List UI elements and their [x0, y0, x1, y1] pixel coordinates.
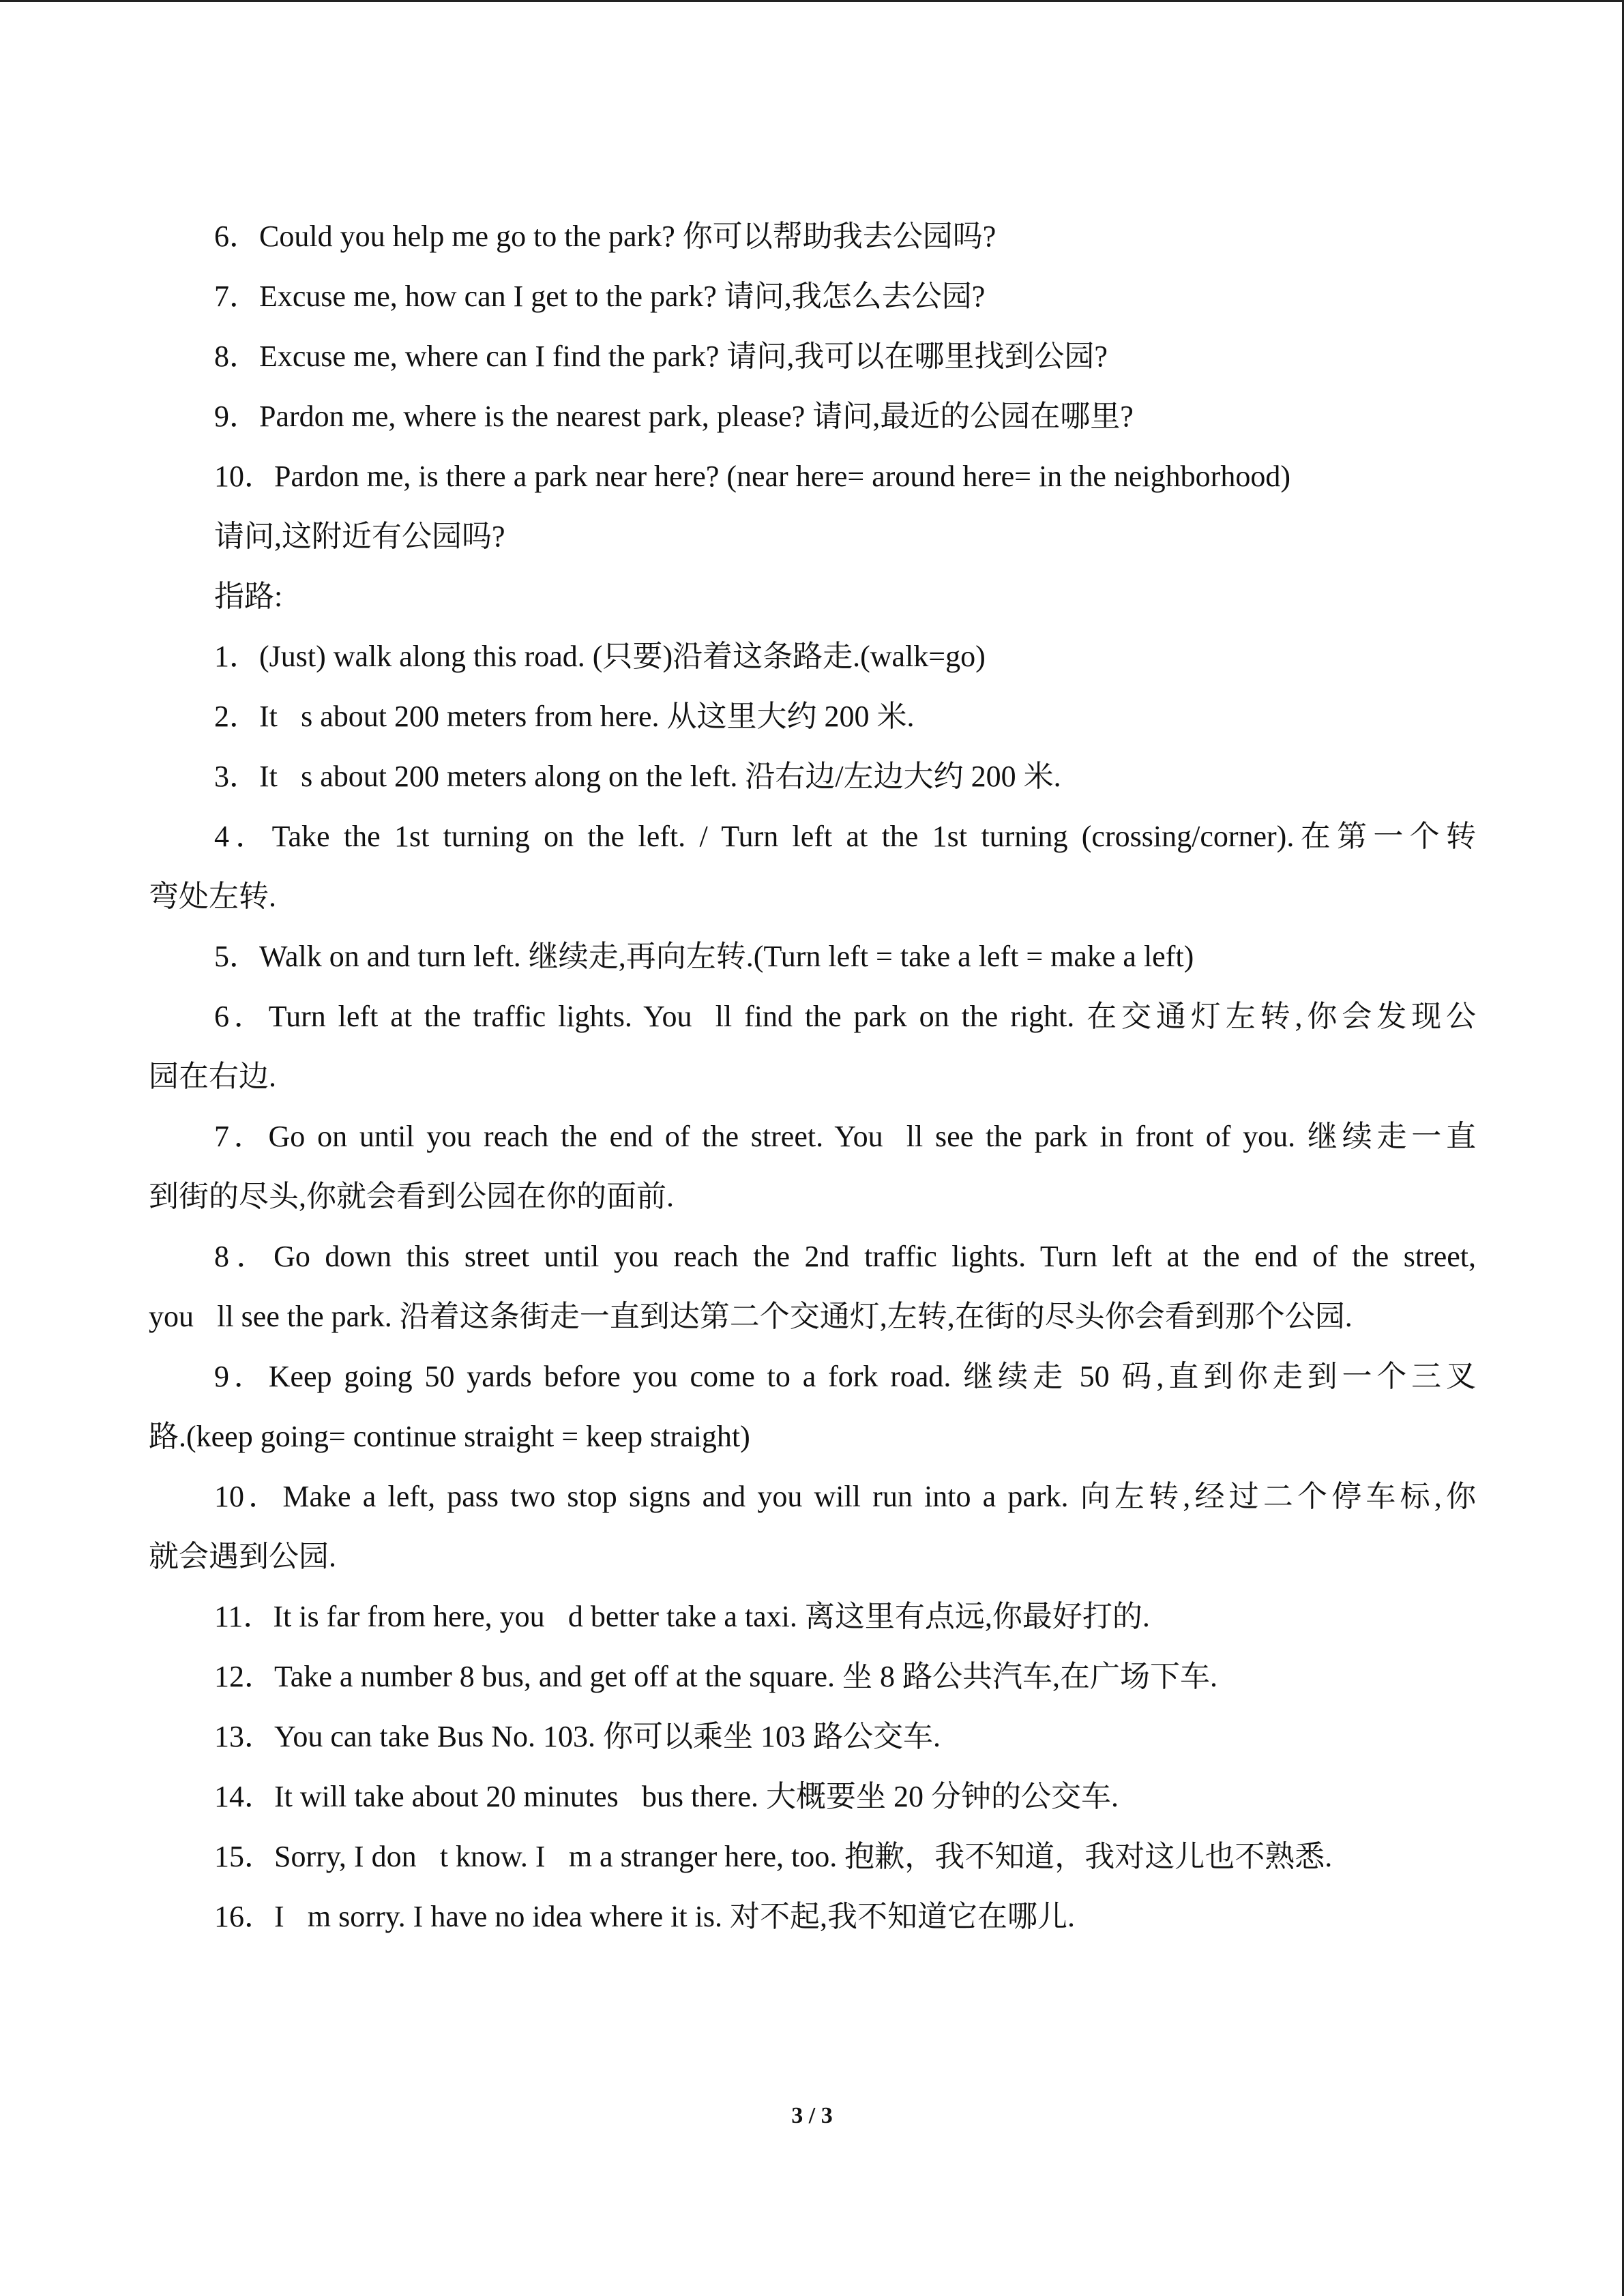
text-line: 就会遇到公园.	[149, 1540, 336, 1573]
text-line: 11．It is far from here, you d better take a taxi. 离这里有点远,你最好打的.	[214, 1600, 1150, 1633]
text-line: 16．I m sorry. I have no idea where it is. 对不起,我不知道它在哪儿.	[214, 1900, 1075, 1933]
text-line: 指路:	[214, 580, 283, 613]
text-line: 13．You can take Bus No. 103. 你可以乘坐 103 路公交车.	[214, 1720, 941, 1753]
text-line: 8．Go down this street until you reach the 2nd traffic lights. Turn left at the end of the street,	[214, 1240, 1476, 1273]
text-line: 3．It s about 200 meters along on the left. 沿右边/左边大约 200 米.	[214, 760, 1061, 793]
text-line: 弯处左转.	[149, 880, 276, 913]
text-line: 12．Take a number 8 bus, and get off at the square. 坐 8 路公共汽车,在广场下车.	[214, 1660, 1218, 1693]
text-line: 6．Could you help me go to the park? 你可以帮助我去公园吗?	[214, 220, 996, 253]
text-line: 1．(Just) walk along this road. (只要)沿着这条路走.(walk=go)	[214, 640, 986, 673]
text-line: 15．Sorry, I don t know. I m a stranger here, too. 抱歉，我不知道，我对这儿也不熟悉.	[214, 1840, 1333, 1873]
text-line: 4．Take the 1st turning on the left. / Turn left at the 1st turning (crossing/corner).在第一个转	[214, 820, 1476, 853]
text-line: 10．Make a left, pass two stop signs and you will run into a park. 向左转,经过二个停车标,你	[214, 1480, 1476, 1513]
text-line: 路.(keep going= continue straight = keep straight)	[149, 1420, 750, 1453]
document-body	[149, 207, 1476, 1947]
text-line: 2．It s about 200 meters from here. 从这里大约 200 米.	[214, 700, 915, 733]
text-line: 9．Pardon me, where is the nearest park, please? 请问,最近的公园在哪里?	[214, 400, 1134, 433]
text-line: 10．Pardon me, is there a park near here? (near here= around here= in the neighborhood)	[214, 460, 1290, 493]
text-line: 园在右边.	[149, 1060, 276, 1093]
text-line: 9．Keep going 50 yards before you come to a fork road. 继续走 50 码,直到你走到一个三叉	[214, 1360, 1476, 1393]
text-line: 8．Excuse me, where can I find the park? 请问,我可以在哪里找到公园?	[214, 340, 1108, 373]
text-line: 6．Turn left at the traffic lights. You ll find the park on the right. 在交通灯左转,你会发现公	[214, 1000, 1476, 1033]
text-line: 14．It will take about 20 minutes bus there. 大概要坐 20 分钟的公交车.	[214, 1780, 1119, 1813]
text-line: you ll see the park. 沿着这条街走一直到达第二个交通灯,左转,在街的尽头你会看到那个公园.	[149, 1300, 1353, 1333]
text-line: 5．Walk on and turn left. 继续走,再向左转.(Turn left = take a left = make a left)	[214, 940, 1194, 973]
text-line: 7．Excuse me, how can I get to the park? 请问,我怎么去公园?	[214, 280, 986, 313]
page-number: 3 / 3	[791, 2103, 833, 2128]
text-line: 到街的尽头,你就会看到公园在你的面前.	[149, 1180, 674, 1213]
text-line: 7．Go on until you reach the end of the street. You ll see the park in front of you. 继续走一直	[214, 1120, 1476, 1153]
text-line: 请问,这附近有公园吗?	[214, 520, 505, 553]
